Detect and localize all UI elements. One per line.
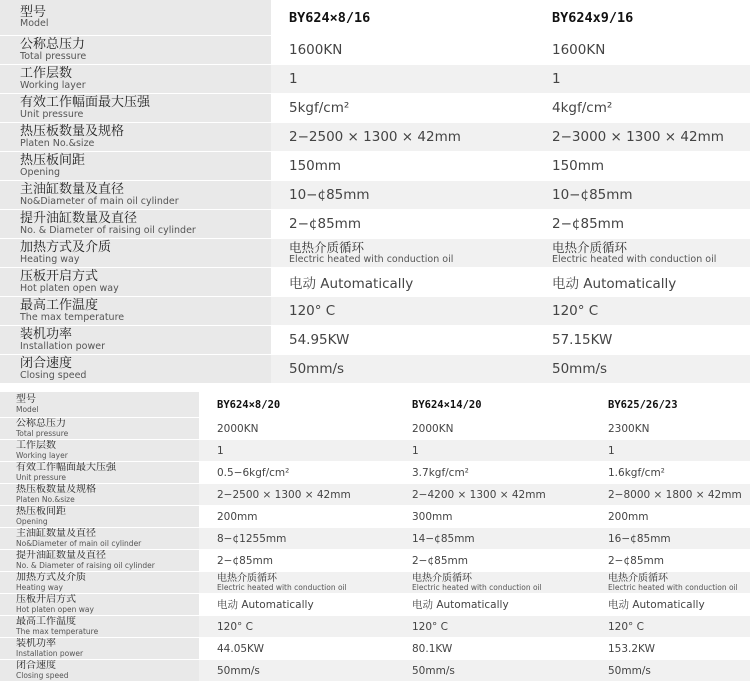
row-label: 热压板间距 Opening xyxy=(0,506,199,528)
table-row xyxy=(0,506,750,528)
table-row xyxy=(0,440,750,462)
spec-value: 150mm xyxy=(271,152,534,181)
table-row xyxy=(0,528,750,550)
row-label: 闭合速度 Closing speed xyxy=(0,355,271,384)
spec-value: 4kgf/cm² xyxy=(534,94,750,123)
table-separator xyxy=(0,383,750,392)
spec-value: 50mm/s xyxy=(534,355,750,384)
spec-value: 1 xyxy=(271,65,534,94)
table-row xyxy=(0,550,750,572)
table-row xyxy=(0,210,750,239)
table-row xyxy=(0,0,750,36)
spec-value: 120° C xyxy=(199,616,394,638)
row-label: 闭合速度 Closing speed xyxy=(0,660,199,682)
model-name: BY624×14/20 xyxy=(394,392,590,418)
row-label: 工作层数 Working layer xyxy=(0,440,199,462)
spec-value: 1 xyxy=(590,440,750,462)
spec-value: 2−¢85mm xyxy=(271,210,534,239)
spec-value: 2−¢85mm xyxy=(199,550,394,572)
row-label: 型号 Model xyxy=(0,0,271,36)
spec-value: 120° C xyxy=(394,616,590,638)
spec-value: 10−¢85mm xyxy=(271,181,534,210)
table-row xyxy=(0,65,750,94)
spec-value: 16−¢85mm xyxy=(590,528,750,550)
spec-value: 2−4200 × 1300 × 42mm xyxy=(394,484,590,506)
spec-value: 2000KN xyxy=(199,418,394,440)
spec-value: 5kgf/cm² xyxy=(271,94,534,123)
row-label: 装机功率 Installation power xyxy=(0,326,271,355)
row-label: 有效工作幅面最大压强 Unit pressure xyxy=(0,462,199,484)
row-label: 主油缸数量及直径 No&Diameter of main oil cylinder xyxy=(0,181,271,210)
spec-value: 10−¢85mm xyxy=(534,181,750,210)
spec-value: 2−¢85mm xyxy=(394,550,590,572)
table-row xyxy=(0,418,750,440)
row-label: 公称总压力 Total pressure xyxy=(0,36,271,65)
spec-value: 80.1KW xyxy=(394,638,590,660)
row-label: 最高工作温度 The max temperature xyxy=(0,297,271,326)
table-row xyxy=(0,660,750,682)
spec-value: 电热介质循环 Electric heated with conduction oil xyxy=(534,239,750,268)
table-row xyxy=(0,616,750,638)
spec-value: 电动 Automatically xyxy=(590,594,750,616)
spec-value: 电热介质循环 Electric heated with conduction oil xyxy=(199,572,394,594)
spec-value: 2−2500 × 1300 × 42mm xyxy=(199,484,394,506)
table-row xyxy=(0,239,750,268)
spec-value: 电动 Automatically xyxy=(534,268,750,297)
row-label: 热压板间距 Opening xyxy=(0,152,271,181)
spec-value: 1600KN xyxy=(534,36,750,65)
table-row xyxy=(0,268,750,297)
spec-value: 57.15KW xyxy=(534,326,750,355)
spec-value: 电动 Automatically xyxy=(271,268,534,297)
row-label: 热压板数量及规格 Platen No.&size xyxy=(0,123,271,152)
row-label: 压板开启方式 Hot platen open way xyxy=(0,268,271,297)
spec-value: 2300KN xyxy=(590,418,750,440)
row-label: 最高工作温度 The max temperature xyxy=(0,616,199,638)
table-row xyxy=(0,181,750,210)
spec-value: 1600KN xyxy=(271,36,534,65)
spec-value: 1 xyxy=(199,440,394,462)
table-row xyxy=(0,152,750,181)
row-label: 有效工作幅面最大压强 Unit pressure xyxy=(0,94,271,123)
spec-value: 2−3000 × 1300 × 42mm xyxy=(534,123,750,152)
table-row xyxy=(0,355,750,384)
spec-value: 1 xyxy=(394,440,590,462)
model-name: BY624x9/16 xyxy=(534,0,750,36)
spec-value: 50mm/s xyxy=(394,660,590,682)
spec-value: 44.05KW xyxy=(199,638,394,660)
row-label: 压板开启方式 Hot platen open way xyxy=(0,594,199,616)
row-label: 工作层数 Working layer xyxy=(0,65,271,94)
table-row xyxy=(0,94,750,123)
row-label: 提升油缸数量及直径 No. & Diameter of raising oil cylinder xyxy=(0,550,199,572)
spec-value: 0.5−6kgf/cm² xyxy=(199,462,394,484)
spec-value: 8−¢1255mm xyxy=(199,528,394,550)
table-row xyxy=(0,123,750,152)
spec-value: 200mm xyxy=(590,506,750,528)
spec-value: 电热介质循环 Electric heated with conduction oil xyxy=(271,239,534,268)
spec-value: 54.95KW xyxy=(271,326,534,355)
row-label: 公称总压力 Total pressure xyxy=(0,418,199,440)
row-label: 型号 Model xyxy=(0,392,199,418)
spec-value: 120° C xyxy=(534,297,750,326)
table-row xyxy=(0,484,750,506)
spec-value: 50mm/s xyxy=(271,355,534,384)
row-label: 提升油缸数量及直径 No. & Diameter of raising oil cylinder xyxy=(0,210,271,239)
spec-value: 电热介质循环 Electric heated with conduction oil xyxy=(394,572,590,594)
spec-value: 2−¢85mm xyxy=(590,550,750,572)
spec-value: 50mm/s xyxy=(199,660,394,682)
table-row xyxy=(0,572,750,594)
model-name: BY624×8/16 xyxy=(271,0,534,36)
spec-value: 14−¢85mm xyxy=(394,528,590,550)
table-row xyxy=(0,462,750,484)
row-label: 加热方式及介质 Heating way xyxy=(0,572,199,594)
spec-value: 电动 Automatically xyxy=(199,594,394,616)
table-row xyxy=(0,297,750,326)
spec-value: 50mm/s xyxy=(590,660,750,682)
spec-table-2 xyxy=(0,392,750,682)
row-label: 主油缸数量及直径 No&Diameter of main oil cylinder xyxy=(0,528,199,550)
table-row xyxy=(0,326,750,355)
table-row xyxy=(0,392,750,418)
spec-value: 150mm xyxy=(534,152,750,181)
row-label: 装机功率 Installation power xyxy=(0,638,199,660)
model-name: BY625/26/23 xyxy=(590,392,750,418)
spec-value: 1.6kgf/cm² xyxy=(590,462,750,484)
table-row xyxy=(0,638,750,660)
spec-value: 电热介质循环 Electric heated with conduction oil xyxy=(590,572,750,594)
row-label: 加热方式及介质 Heating way xyxy=(0,239,271,268)
spec-value: 2−8000 × 1800 × 42mm xyxy=(590,484,750,506)
table-row xyxy=(0,36,750,65)
spec-value: 120° C xyxy=(590,616,750,638)
table-row xyxy=(0,594,750,616)
spec-value: 2000KN xyxy=(394,418,590,440)
spec-value: 200mm xyxy=(199,506,394,528)
spec-value: 2−2500 × 1300 × 42mm xyxy=(271,123,534,152)
row-label: 热压板数量及规格 Platen No.&size xyxy=(0,484,199,506)
spec-value: 120° C xyxy=(271,297,534,326)
spec-value: 300mm xyxy=(394,506,590,528)
spec-value: 2−¢85mm xyxy=(534,210,750,239)
spec-value: 3.7kgf/cm² xyxy=(394,462,590,484)
spec-value: 153.2KW xyxy=(590,638,750,660)
spec-value: 1 xyxy=(534,65,750,94)
model-name: BY624×8/20 xyxy=(199,392,394,418)
spec-value: 电动 Automatically xyxy=(394,594,590,616)
